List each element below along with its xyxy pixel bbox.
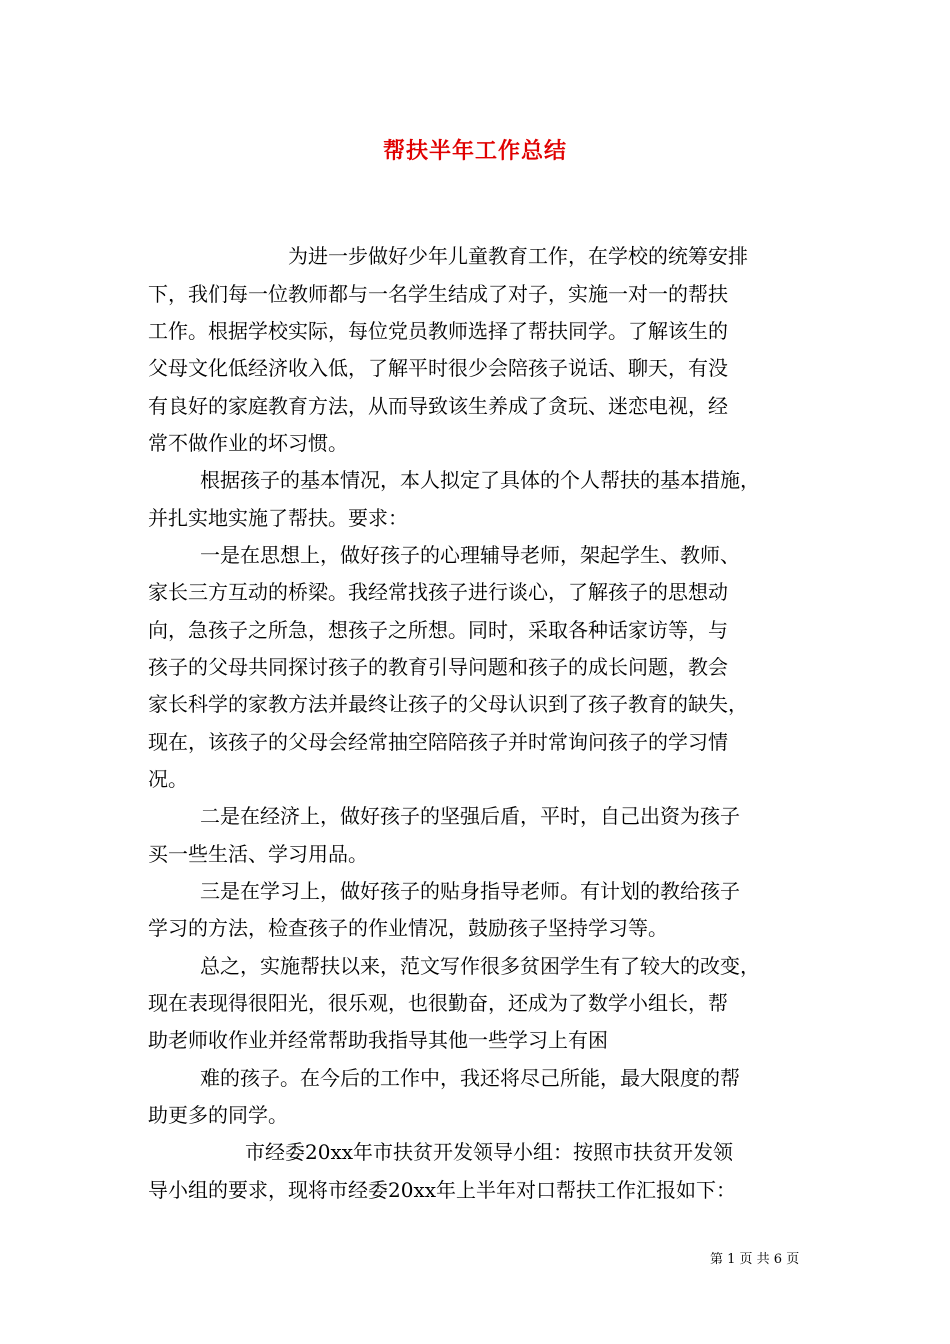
text-line: 助更多的同学。 xyxy=(148,1103,288,1127)
text-line: 市经委20xx年市扶贫开发领导小组：按照市扶贫开发领 xyxy=(245,1140,734,1164)
text-line: 并扎实地实施了帮扶。要求： xyxy=(148,506,408,530)
text-line: 向，急孩子之所急，想孩子之所想。同时，采取各种话家访等，与 xyxy=(148,618,728,642)
text-line: 二是在经济上，做好孩子的坚强后盾，平时，自己出资为孩子 xyxy=(200,804,740,828)
text-line: 有良好的家庭教育方法，从而导致该生养成了贪玩、迷恋电视，经 xyxy=(148,394,728,418)
document-title: 帮扶半年工作总结 xyxy=(382,138,567,164)
text-line: 难的孩子。在今后的工作中，我还将尽己所能，最大限度的帮 xyxy=(200,1066,740,1090)
text-line: 买一些生活、学习用品。 xyxy=(148,842,368,866)
text-line: 现在表现得很阳光，很乐观，也很勤奋，还成为了数学小组长，帮 xyxy=(148,991,728,1015)
text-line: 孩子的父母共同探讨孩子的教育引导问题和孩子的成长问题，教会 xyxy=(148,655,728,679)
text-line: 家长三方互动的桥梁。我经常找孩子进行谈心，了解孩子的思想动 xyxy=(148,580,728,604)
text-line: 为进一步做好少年儿童教育工作，在学校的统筹安排 xyxy=(288,244,748,268)
page-number-footer: 第 1 页 共 6 页 xyxy=(710,1252,800,1267)
text-line: 况。 xyxy=(148,767,188,791)
text-line: 工作。根据学校实际，每位党员教师选择了帮扶同学。了解该生的 xyxy=(148,319,728,343)
text-line: 现在，该孩子的父母会经常抽空陪陪孩子并时常询问孩子的学习情 xyxy=(148,730,728,754)
text-line: 根据孩子的基本情况，本人拟定了具体的个人帮扶的基本措施， xyxy=(200,468,760,492)
text-line: 父母文化低经济收入低，了解平时很少会陪孩子说话、聊天，有没 xyxy=(148,356,728,380)
text-line: 常不做作业的坏习惯。 xyxy=(148,431,348,455)
text-line: 导小组的要求，现将市经委20xx年上半年对口帮扶工作汇报如下： xyxy=(148,1178,737,1202)
text-line: 学习的方法，检查孩子的作业情况，鼓励孩子坚持学习等。 xyxy=(148,916,668,940)
text-line: 三是在学习上，做好孩子的贴身指导老师。有计划的教给孩子 xyxy=(200,879,740,903)
text-line: 助老师收作业并经常帮助我指导其他一些学习上有困 xyxy=(148,1028,608,1052)
text-line: 总之，实施帮扶以来，范文写作很多贫困学生有了较大的改变， xyxy=(200,954,760,978)
text-line: 家长科学的家教方法并最终让孩子的父母认识到了孩子教育的缺失， xyxy=(148,692,748,716)
text-line: 一是在思想上，做好孩子的心理辅导老师，架起学生、教师、 xyxy=(200,543,740,567)
text-line: 下，我们每一位教师都与一名学生结成了对子，实施一对一的帮扶 xyxy=(148,282,728,306)
